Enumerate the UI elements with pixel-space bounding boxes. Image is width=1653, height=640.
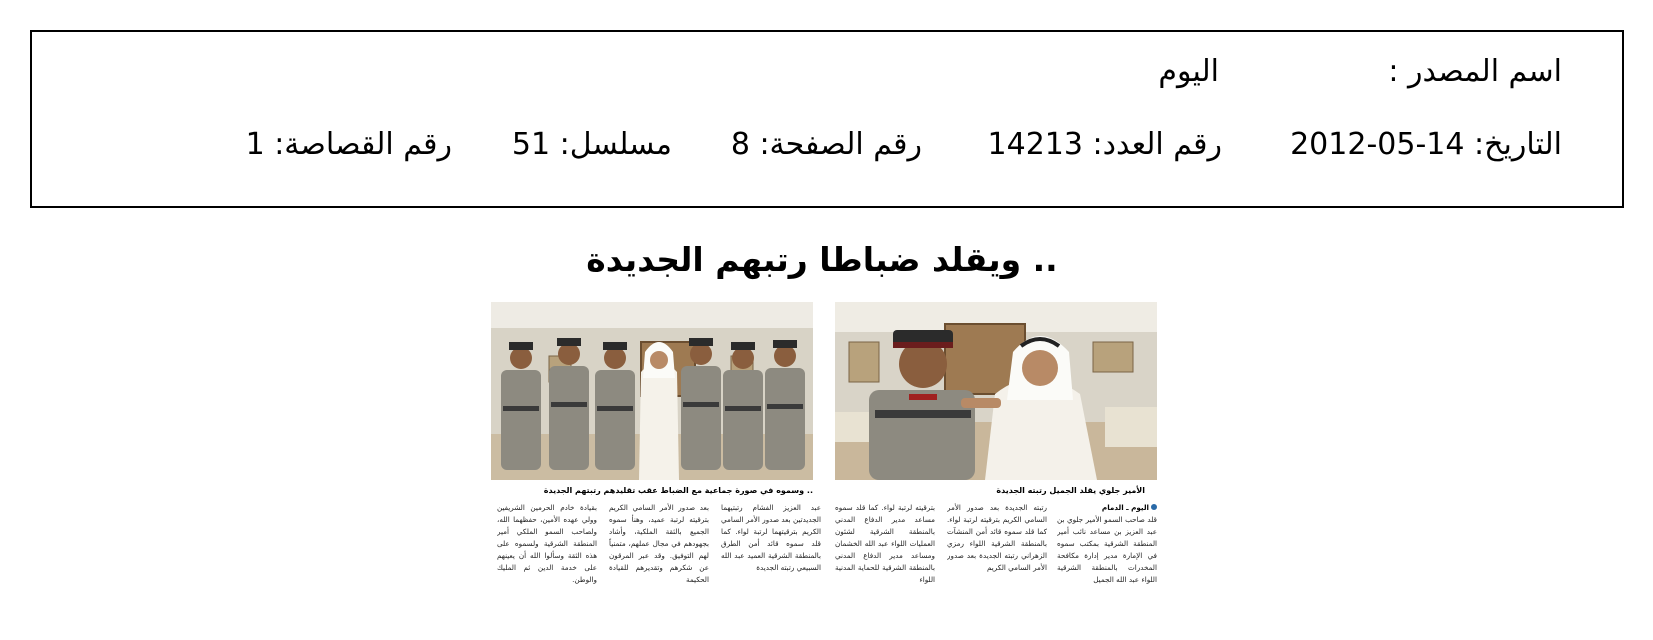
source-value: اليوم	[1158, 54, 1219, 89]
dateline: اليوم ـ الدمام	[1101, 503, 1149, 512]
photo-group	[491, 302, 813, 480]
bullet-icon	[1151, 504, 1157, 510]
article-column: رتبته الجديدة بعد صدور الأمر السامي الكريم بترقيته لرتبة لواء. كما قلد سموه قائد أمن المنشآت بالمنطقة الشرقية اللواء رمزي الزهراني رتبته الجديدة بعد صدور الأمر السامي الكريم	[947, 503, 1047, 572]
caption-left: .. وسموه في صورة جماعية مع الضباط عقب تقليدهم رتبتهم الجديدة	[543, 486, 813, 495]
date-field: التاريخ: 14-05-2012	[1290, 127, 1562, 162]
issue-field: رقم العدد: 14213	[987, 127, 1222, 162]
newspaper-clipping	[487, 240, 1157, 598]
article-column: اليوم ـ الدمام قلد صاحب السمو الأمير جلوي بن عبد العزيز بن مساعد نائب أمير المنطقة الشرقية بمكتب سموه في الإمارة مدير إدارة مكافحة المخدرات بالمنطقة الشرقية اللواء عبد الله الجميل	[1057, 503, 1157, 584]
article-body	[487, 502, 1157, 598]
headline: .. ويقلد ضباطا رتبهم الجديدة	[586, 240, 1058, 279]
caption-right: الأمير جلوي يقلد الجميل رتبته الجديدة	[996, 486, 1145, 495]
serial-field: مسلسل: 51	[511, 127, 672, 162]
article-column: عبد العزيز الفشام رتبتيهما الجديدتين بعد صدور الأمر السامي الكريم بترقيتهما لرتبة لواء. كما قلد سموه قائد أمن الطرق بالمنطقة الشرقية العميد عبد الله السبيعي رتبته الجديدة	[721, 503, 821, 572]
page-field: رقم الصفحة: 8	[730, 127, 922, 162]
photo-ceremony	[835, 302, 1157, 480]
metadata-box	[30, 30, 1624, 208]
article-column: بقيادة خادم الحرمين الشريفين وولي عهده الأمين، حفظهما الله، ولصاحب السمو الملكي أمير المنطقة الشرقية ولسموه على هذه الثقة وسألوا الله أن يعينهم على خدمة الدين ثم المليك والوطن.	[497, 503, 597, 584]
clip-field: رقم القصاصة: 1	[245, 127, 452, 162]
article-column: بعد صدور الأمر السامي الكريم بترقيته لرتبة عميد، وهنأ سموه الجميع بالثقة الملكية، وأشاد بجهودهم في مجال عملهم، متمنياً لهم التوفيق. وقد عبر المرقون عن شكرهم وتقديرهم للقيادة الحكيمة	[609, 503, 709, 584]
article-column: بترقيته لرتبة لواء. كما قلد سموه مساعد مدير الدفاع المدني بالمنطقة الشرقية لشئون العمليات اللواء عبد الله الخشمان ومساعد مدير الدفاع المدني بالمنطقة الشرقية للحماية المدنية اللواء	[835, 503, 935, 584]
source-label: اسم المصدر :	[1388, 54, 1562, 89]
